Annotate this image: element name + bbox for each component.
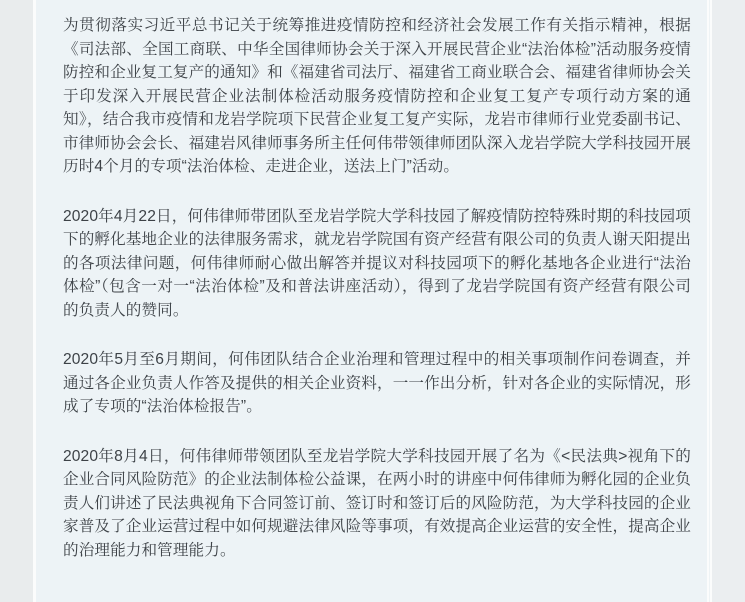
paragraph-3: 2020年5月至6月期间，何伟团队结合企业治理和管理过程中的相关事项制作问卷调查，并通过各企业负责人作答及提供的相关企业资料，一一作出分析，针对各企业的实际情况，形成了专项的“法治体检报告”。 bbox=[63, 351, 691, 415]
content-panel bbox=[36, 0, 707, 602]
paragraph-4: 2020年8月4日，何伟律师带领团队至龙岩学院大学科技园开展了名为《<民法典>视角下的企业合同风险防范》的企业法制体检公益课，在两小时的讲座中何伟律师为孵化园的企业负责人们讲述了民法典视角下合同签订前、签订时和签订后的风险防范，为大学科技园的企业家普及了企业运营过程中如何规避法律风险等事项，有效提高企业运营的安全性，提高企业的治理能力和管理能力。 bbox=[63, 447, 691, 559]
article-body bbox=[63, 14, 691, 562]
paragraph-1: 为贯彻落实习近平总书记关于统筹推进疫情防控和经济社会发展工作有关指示精神，根据《司法部、全国工商联、中华全国律师协会关于深入开展民营企业“法治体检”活动服务疫情防控和企业复工复产的通知》和《福建省司法厅、福建省工商业联合会、福建省律师协会关于印发深入开展民营企业法制体检活动服务疫情防控和企业复工复产专项行动方案的通知》，结合我市疫情和龙岩学院项下民营企业复工复产实际，龙岩市律师行业党委副书记、市律师协会会长、福建岩风律师事务所主任何伟带领律师团队深入龙岩学院大学科技园开展历时4个月的专项“法治体检、走进企业，送法上门”活动。 bbox=[63, 17, 691, 175]
right-gutter bbox=[712, 0, 745, 602]
left-gutter bbox=[0, 0, 33, 602]
paragraph-2: 2020年4月22日，何伟律师带团队至龙岩学院大学科技园了解疫情防控特殊时期的科技园项下的孵化基地企业的法律服务需求，就龙岩学院国有资产经营有限公司的负责人谢天阳提出的各项法律问题，何伟律师耐心做出解答并提议对科技园项下的孵化基地各企业进行“法治体检”（包含一对一“法治体检”及和普法讲座活动），得到了龙岩学院国有资产经营有限公司的负责人的赞同。 bbox=[63, 207, 691, 319]
